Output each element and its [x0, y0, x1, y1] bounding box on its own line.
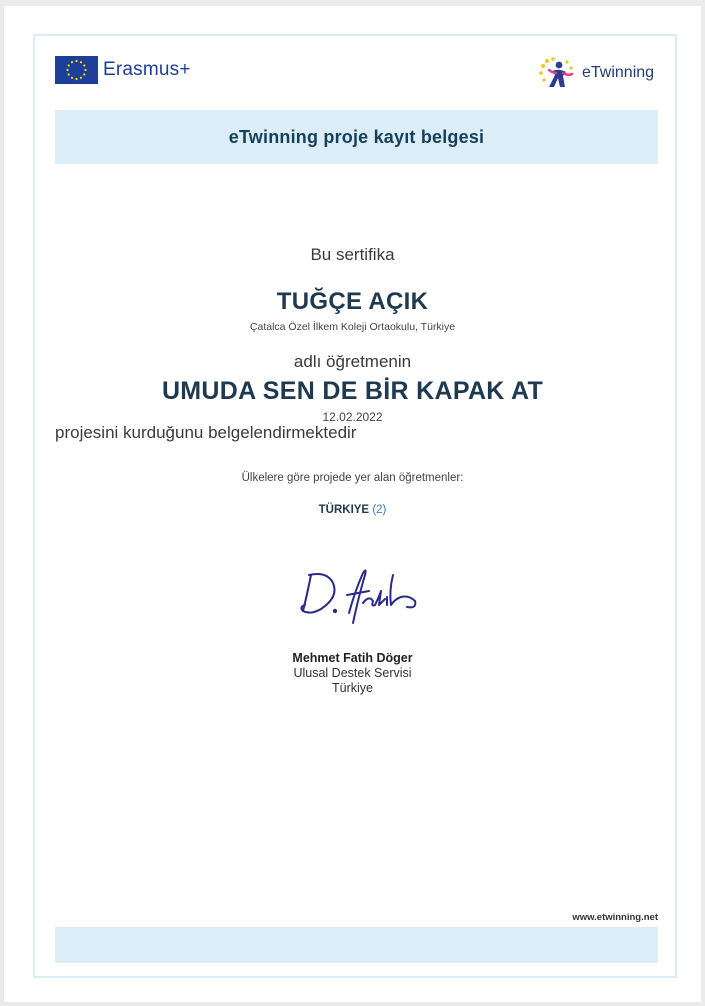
signer-name: Mehmet Fatih Döger: [292, 651, 413, 665]
signer-country: Türkiye: [332, 681, 373, 695]
certificate-page: [4, 6, 701, 1002]
certificate-title: eTwinning proje kayıt belgesi: [55, 110, 658, 164]
intro-text: Bu sertifika: [310, 245, 395, 264]
footer-band: [55, 927, 658, 963]
teacher-of-text: adlı öğretmenin: [293, 352, 412, 371]
erasmus-logo: [55, 56, 191, 84]
certificate-date: 12.02.2022: [322, 410, 383, 424]
school-name: Çatalca Özel İlkem Koleji Ortaokulu, Türkiye: [249, 321, 456, 333]
teacher-name: TUĞÇE AÇIK: [276, 288, 429, 315]
established-text: projesini kurduğunu belgelendirmektedir: [55, 423, 357, 442]
signature-image: [289, 561, 429, 627]
project-name: UMUDA SEN DE BİR KAPAK AT: [161, 377, 544, 405]
country-name: TÜRKIYE: [318, 504, 370, 516]
etwinning-logo-text: eTwinning: [582, 64, 655, 81]
etwinning-figure-icon: [537, 56, 581, 90]
countries-label: Ülkelere göre projede yer alan öğretmenler:: [241, 472, 464, 484]
country-teacher-count: (2): [372, 504, 387, 516]
website-url: www.etwinning.net: [572, 912, 658, 923]
signer-role: Ulusal Destek Servisi: [293, 666, 412, 680]
country-entry: [4, 504, 701, 516]
erasmus-logo-text: Erasmus+: [103, 59, 191, 80]
eu-flag-icon: [55, 56, 98, 84]
etwinning-logo: [537, 56, 654, 90]
